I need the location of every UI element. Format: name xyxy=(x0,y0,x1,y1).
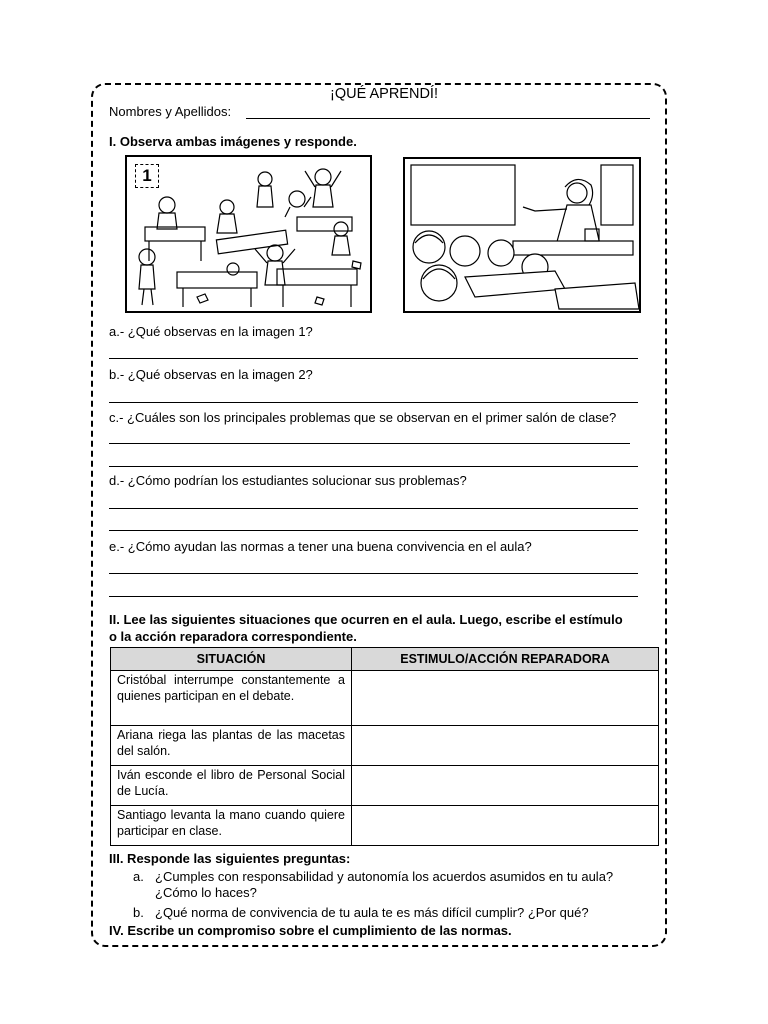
answer-line-b-1[interactable] xyxy=(109,402,638,403)
section-2-heading-line2: o la acción reparadora correspondiente. xyxy=(109,629,357,644)
response-cell[interactable] xyxy=(352,726,659,766)
question-item-b xyxy=(133,905,589,921)
question-e: e.- ¿Cómo ayudan las normas a tener una buena convivencia en el aula? xyxy=(109,539,532,554)
question-a: a.- ¿Qué observas en la imagen 1? xyxy=(109,324,313,339)
item-label: a. xyxy=(133,869,144,884)
item-text-line1: ¿Cumples con responsabilidad y autonomía los acuerdos asumidos en tu aula? xyxy=(155,869,614,884)
item-text-line2: ¿Cómo lo haces? xyxy=(155,885,257,900)
table-row xyxy=(111,806,659,846)
response-cell[interactable] xyxy=(352,671,659,726)
image-2-orderly-classroom xyxy=(403,157,641,313)
answer-line-e-2[interactable] xyxy=(109,596,638,597)
answer-line-d-2[interactable] xyxy=(109,530,638,531)
question-item-a xyxy=(133,869,613,885)
names-label: Nombres y Apellidos: xyxy=(109,104,232,119)
column-header-response: ESTIMULO/ACCIÓN REPARADORA xyxy=(352,648,659,671)
section-4-heading: IV. Escribe un compromiso sobre el cumplimiento de las normas. xyxy=(109,923,512,938)
answer-line-d-1[interactable] xyxy=(109,508,638,509)
classroom-chaos-illustration xyxy=(127,157,370,311)
answer-line-a-1[interactable] xyxy=(109,358,638,359)
names-answer-line[interactable] xyxy=(246,118,650,119)
item-text-line1: ¿Qué norma de convivencia de tu aula te es más difícil cumplir? ¿Por qué? xyxy=(155,905,589,920)
situation-cell: Ariana riega las plantas de las macetas del salón. xyxy=(111,726,352,766)
table-row xyxy=(111,766,659,806)
worksheet-title: ¡QUÉ APRENDÍ! xyxy=(330,86,438,102)
column-header-situation: SITUACIÓN xyxy=(111,648,352,671)
question-c: c.- ¿Cuáles son los principales problemas que se observan en el primer salón de clase? xyxy=(109,410,617,425)
section-2-heading-line1: II. Lee las siguientes situaciones que ocurren en el aula. Luego, escribe el estímulo xyxy=(109,612,623,627)
image-1-chaotic-classroom xyxy=(125,155,372,313)
question-b: b.- ¿Qué observas en la imagen 2? xyxy=(109,367,313,382)
answer-line-e-1[interactable] xyxy=(109,573,638,574)
question-d: d.- ¿Cómo podrían los estudiantes solucionar sus problemas? xyxy=(109,473,467,488)
table-row xyxy=(111,726,659,766)
answer-line-c-1[interactable] xyxy=(109,443,630,444)
response-cell[interactable] xyxy=(352,766,659,806)
situation-cell: Cristóbal interrumpe constantemente a quienes participan en el debate. xyxy=(111,671,352,726)
section-1-heading: I. Observa ambas imágenes y responde. xyxy=(109,134,357,149)
table-header-row xyxy=(111,648,659,671)
section-3-heading: III. Responde las siguientes preguntas: xyxy=(109,851,351,866)
answer-line-c-2[interactable] xyxy=(109,466,638,467)
response-cell[interactable] xyxy=(352,806,659,846)
item-label: b. xyxy=(133,905,144,920)
image-number-badge: 1 xyxy=(135,164,159,188)
teacher-classroom-illustration xyxy=(405,159,639,311)
situation-cell: Santiago levanta la mano cuando quiere participar en clase. xyxy=(111,806,352,846)
situations-table xyxy=(110,647,659,846)
table-row xyxy=(111,671,659,726)
situation-cell: Iván esconde el libro de Personal Social de Lucía. xyxy=(111,766,352,806)
